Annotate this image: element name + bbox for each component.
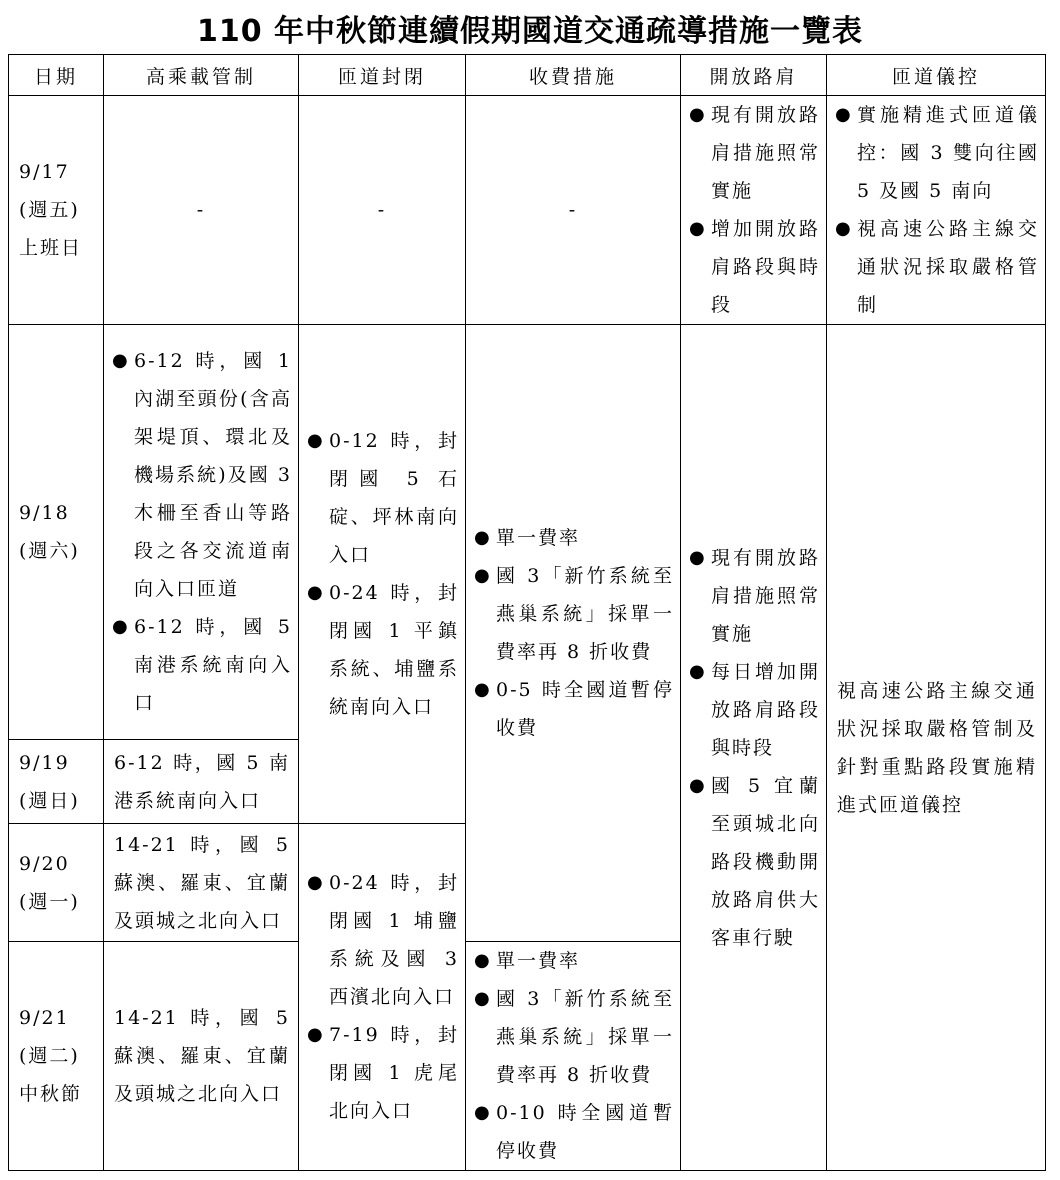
table-row (9, 96, 1046, 325)
date-cell: 9/18 (週六) (9, 325, 104, 740)
ramp-meter-cell (827, 96, 1046, 325)
list-item: ● 7-19 時，封閉國 1 虎尾北向入口 (307, 1016, 459, 1130)
date-cell: 9/19 (週日) (9, 740, 104, 824)
hov-cell (104, 325, 299, 740)
list-item: ● 視高速公路主線交通狀況採取嚴格管制 (835, 210, 1039, 324)
table-row (9, 325, 1046, 740)
ramp-closure-cell (299, 824, 466, 1171)
list-item: ● 現有開放路肩措施照常實施 (689, 96, 820, 210)
hov-cell: 6-12 時，國 5 南港系統南向入口 (104, 740, 299, 824)
list-item: ● 0-24 時，封閉國 1 平鎮系統、埔鹽系統南向入口 (307, 574, 459, 726)
hov-cell: 14-21 時，國 5 蘇澳、羅東、宜蘭及頭城之北向入口 (104, 942, 299, 1171)
list-item: ● 6-12 時，國 1 內湖至頭份(含高架堤頂、環北及機場系統)及國 3 木柵至香山等路段之各交流道南向入口匝道 (112, 342, 292, 608)
list-item: ● 每日增加開放路肩路段與時段 (689, 653, 820, 767)
shoulder-cell (681, 325, 827, 1171)
list-item: ● 國 3「新竹系統至燕巢系統」採單一費率再 8 折收費 (474, 980, 674, 1094)
list-item: ● 0-10 時全國道暫停收費 (474, 1094, 674, 1170)
header-hov: 高乘載管制 (104, 55, 299, 96)
list-item: ● 單一費率 (474, 519, 674, 557)
list-item: ● 0-24 時，封閉國 1 埔鹽系統及國 3 西濱北向入口 (307, 864, 459, 1016)
ramp-closure-cell (299, 325, 466, 824)
shoulder-cell (681, 96, 827, 325)
list-item: ● 現有開放路肩措施照常實施 (689, 539, 820, 653)
toll-cell: - (466, 96, 681, 325)
date-cell: 9/17 (週五) 上班日 (9, 96, 104, 325)
list-item: ● 實施精進式匝道儀控：國 3 雙向往國 5 及國 5 南向 (835, 96, 1039, 210)
date-cell: 9/21 (週二) 中秋節 (9, 942, 104, 1171)
date-cell: 9/20 (週一) (9, 824, 104, 942)
page-title: 110 年中秋節連續假期國道交通疏導措施一覽表 (196, 14, 864, 49)
list-item: ● 0-12 時，封閉國 5 石碇、坪林南向入口 (307, 422, 459, 574)
list-item: ● 增加開放路肩路段與時段 (689, 210, 820, 324)
header-ramp-closure: 匝道封閉 (299, 55, 466, 96)
list-item: ● 6-12 時，國 5 南港系統南向入口 (112, 608, 292, 722)
header-row (9, 55, 1046, 96)
ramp-meter-cell: 視高速公路主線交通狀況採取嚴格管制及針對重點路段實施精進式匝道儀控 (827, 325, 1046, 1171)
ramp-closure-cell: - (299, 96, 466, 325)
list-item: ● 國 3「新竹系統至燕巢系統」採單一費率再 8 折收費 (474, 557, 674, 671)
list-item: ● 0-5 時全國道暫停收費 (474, 671, 674, 747)
list-item: ● 國 5 宜蘭至頭城北向路段機動開放路肩供大客車行駛 (689, 767, 820, 957)
list-item: ● 單一費率 (474, 942, 674, 980)
hov-cell: - (104, 96, 299, 325)
toll-cell (466, 942, 681, 1171)
header-date: 日期 (9, 55, 104, 96)
toll-cell (466, 325, 681, 942)
hov-cell: 14-21 時，國 5 蘇澳、羅東、宜蘭及頭城之北向入口 (104, 824, 299, 942)
traffic-measures-table (8, 54, 1046, 1171)
header-ramp-meter: 匝道儀控 (827, 55, 1046, 96)
header-toll: 收費措施 (466, 55, 681, 96)
header-shoulder: 開放路肩 (681, 55, 827, 96)
